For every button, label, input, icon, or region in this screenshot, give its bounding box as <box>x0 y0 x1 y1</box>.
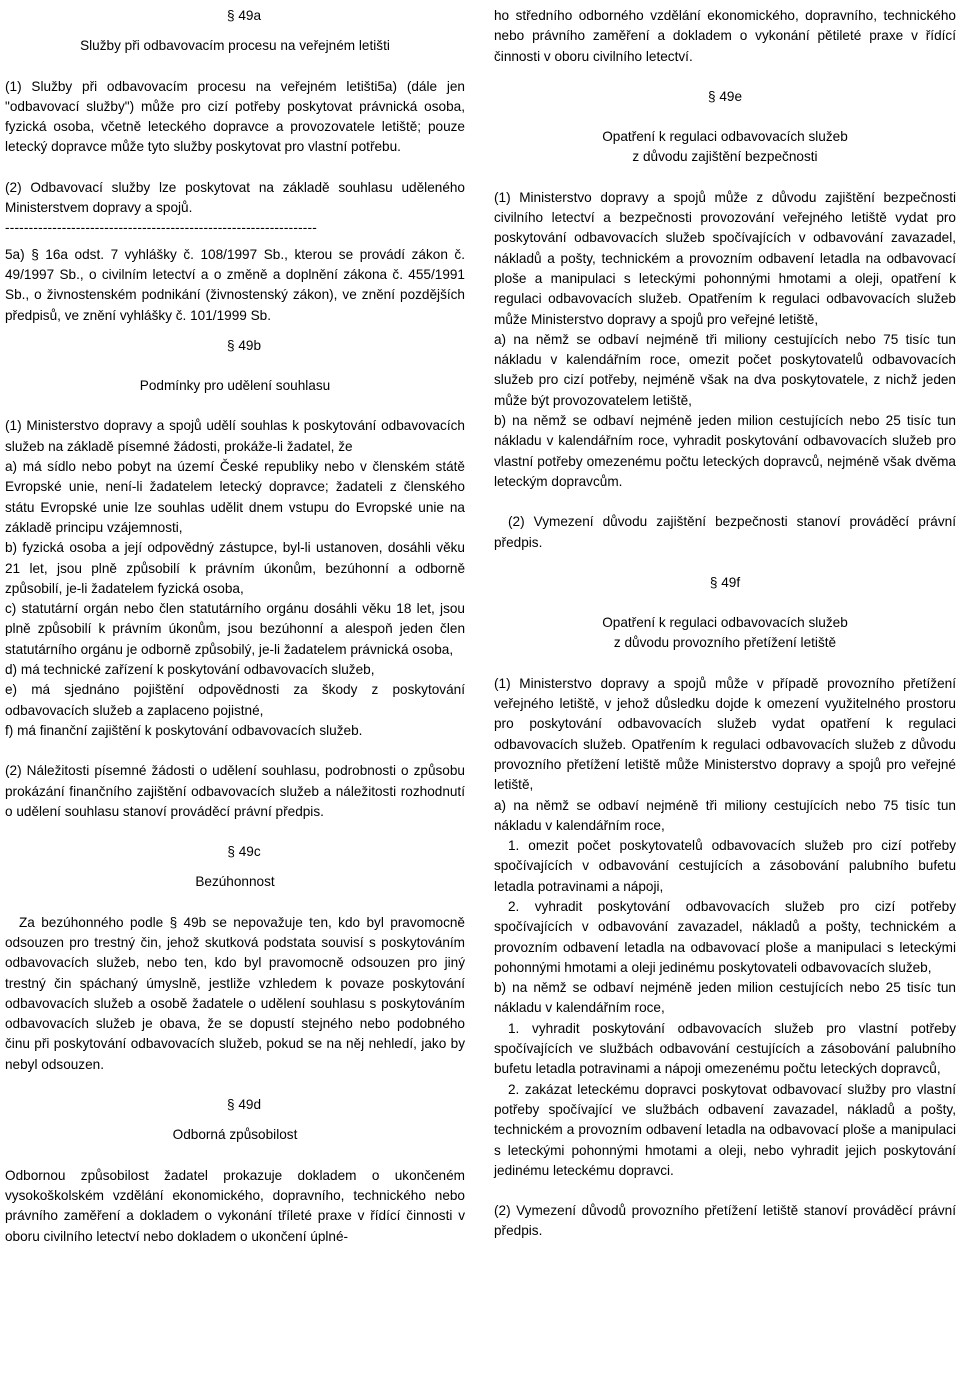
section-49f-title-line-1: Opatření k regulaci odbavovacích služeb <box>602 615 848 631</box>
section-49c-number: § 49c <box>227 844 261 860</box>
section-49f-item-a1: 1. omezit počet poskytovatelů odbavovacích služeb pro cizí potřeby spočívajících v odbavování cestujících a zásobování palubního bufetu letadla potravinami a nápoji, <box>494 838 956 894</box>
section-49f-paragraph-2: (2) Vymezení důvodů provozního přetížení letiště stanoví prováděcí právní předpis. <box>494 1203 956 1239</box>
section-49a-paragraph-2: (2) Odbavovací služby lze poskytovat na základě souhlasu uděleného Ministerstvem dopravy a spojů. <box>5 179 465 216</box>
section-49b-number: § 49b <box>226 337 262 353</box>
section-49d-number: § 49d <box>226 1097 262 1113</box>
section-49f-item-b2: 2. zakázat leteckému dopravci poskytovat odbavovací služby pro vlastní potřeby spočívající ve službách odbavení zavazadel, nákladů a pošty, technickém a provozním odbavení letadla na odbavovací ploše a manipulaci s leteckými pohonnými hmotami a oleji, nebo vyhradit jejich poskytování jedinému leteckému dopravci. <box>494 1081 956 1178</box>
section-49b-paragraph-1: (1) Ministerstvo dopravy a spojů udělí souhlas k poskytování odbavovacích služeb na základě písemné žádosti, prokáže-li žadatel, že <box>5 418 465 454</box>
section-49f-item-b1: 1. vyhradit poskytování odbavovacích služeb pro vlastní potřeby spočívajících ve službách odbavování cestujících a zásobování palubního bufetu letadla potravinami a nápoji omezenému počtu leteckých dopravců, <box>494 1020 956 1077</box>
section-49f-title-line-2: z důvodu provozního přetížení letiště <box>613 635 837 651</box>
section-49a-paragraph-1: (1) Služby při odbavovacím procesu na veřejném letišti5a) (dále jen "odbavovací služby") může pro cizí potřeby poskytovat právnická osoba, fyzická osoba, včetně leteckého dopravce a provozovatele letiště; pouze letecký dopravce může tyto služby poskytovat pro vlastní potřebu. <box>5 78 465 155</box>
section-49b-item-e: e) má sjednáno pojištění odpovědnosti za škody z poskytování odbavovacích služeb a zaplaceno pojistné, <box>5 682 465 718</box>
section-49b-item-b: b) fyzická osoba a její odpovědný zástupce, byl-li ustanoven, dosáhli věku 21 let, jsou plně způsobilí k právním úkonům, bezúhonní a odborně způsobilí, je-li žadatelem fyzická osoba, <box>5 540 465 596</box>
section-49b-item-c: c) statutární orgán nebo člen statutárního orgánu dosáhli věku 18 let, jsou plně způsobilí k právním úkonům, jsou bezúhonní a alespoň jeden člen statutárního orgánu je odborně způsobilý, je-li žadatelem právnická osoba, <box>5 601 465 657</box>
section-49c-paragraph: Za bezúhonného podle § 49b se nepovažuje ten, kdo byl pravomocně odsouzen pro trestný čin, jehož skutková podstata souvisí s poskytováním odbavovacích služeb, nebo ten, kdo byl pravomocně odsouzen pro jiný trestný čin spáchaný úmyslně, jestliže vzhledem k povaze poskytování odbavovacích služeb a osobě žadatele o udělení souhlasu s poskytováním odbavovacích služeb je obava, že se dopustí stejného nebo podobného činu při poskytování odbavovacích služeb, pokud se na něj nehledí, jako by nebyl odsouzen. <box>5 914 465 1072</box>
section-49a-number: § 49a <box>226 8 262 23</box>
section-49e-title-line-1: Opatření k regulaci odbavovacích služeb <box>602 129 848 145</box>
section-49d-title: Odborná způsobilost <box>172 1127 298 1143</box>
footnote-5a: 5a) § 16a odst. 7 vyhlášky č. 108/1997 Sb., kterou se provádí zákon č. 49/1997 Sb., o civilním letectví a o změně a doplnění zákona č. 455/1991 Sb., o živnostenském podnikání (živnostenský zákon), ve znění pozdějších předpisů, ve znění vyhlášky č. 101/1999 Sb. <box>5 246 465 323</box>
section-49f-item-b: b) na němž se odbaví nejméně jeden milion cestujících nebo 25 tisíc tun nákladu v kalendářním roce, <box>494 980 956 1016</box>
section-49e-title-line-2: z důvodu zajištění bezpečnosti <box>632 149 818 165</box>
section-49d-continuation: ho středního odborného vzdělání ekonomického, dopravního, technického nebo právního zaměření a dokladem o vykonání pětileté praxe v řídící činnosti v oboru civilního letectví. <box>494 8 956 64</box>
right-column <box>494 6 956 1242</box>
section-49f-paragraph-1: (1) Ministerstvo dopravy a spojů může v případě provozního přetížení veřejného letiště, v jehož důsledku dojde k omezení využitelného prostoru pro poskytování odbavovacích služeb vydat opatření k regulaci odbavovacích služeb. Opatřením k regulaci odbavovacích služeb z důvodu provozního přetížení letiště může Ministerstvo dopravy a spojů pro veřejné letiště, <box>494 675 956 793</box>
section-49b-item-d: d) má technické zařízení k poskytování odbavovacích služeb, <box>5 662 375 678</box>
section-49b-item-a: a) má sídlo nebo pobyt na území České republiky nebo v členském státě Evropské unie, není-li žadatelem letecký dopravce; žadateli z členského státu Evropské unie lze souhlas udělit dnem vstupu do Evropské unie na základě principu vzájemnosti, <box>5 459 465 535</box>
section-49f-item-a: a) na němž se odbaví nejméně tři miliony cestujících nebo 75 tisíc tun nákladu v kalendářním roce, <box>494 797 956 833</box>
section-49e-item-b: b) na němž se odbaví nejméně jeden milion cestujících nebo 25 tisíc tun nákladu v kalendářním roce, vyhradit poskytování odbavovacích služeb pro vlastní potřeby omezenému počtu leteckých dopravců, nejméně však dvěma leteckým dopravcům. <box>494 413 956 489</box>
section-49a-title: Služby při odbavovacím procesu na veřejném letišti <box>80 38 390 54</box>
section-49e-paragraph-1: (1) Ministerstvo dopravy a spojů může z důvodu zajištění bezpečnosti civilního letectví a bezpečnosti provozování veřejného letiště vydat pro poskytování odbavovacích služeb spočívajících v odbavování zavazadel, nákladů a pošty, technickém a provozním odbavení letadla na odbavovací ploše a manipulaci s leteckými pohonnými hmotami a oleji, opatření k regulaci odbavovacích služeb. Opatřením k regulaci odbavovacích služeb může Ministerstvo dopravy a spojů pro veřejné letiště, <box>494 189 956 327</box>
section-49d-paragraph: Odbornou způsobilost žadatel prokazuje dokladem o ukončeném vysokoškolském vzdělání ekonomického, dopravního, technického nebo právního zaměření a dokladem o vykonání tříleté praxe v řídící činnosti v oboru civilního letectví nebo dokladem o ukončení úplné- <box>5 1167 465 1244</box>
left-column <box>5 6 465 1247</box>
section-49e-item-a: a) na němž se odbaví nejméně tři miliony cestujících nebo 75 tisíc tun nákladu v kalendářním roce, omezit počet poskytovatelů odbavovacích služeb pro cizí potřeby, nejméně však na dva poskytovatele, z nichž jeden může být provozovatelem letiště, <box>494 331 956 408</box>
section-49f-item-a2: 2. vyhradit poskytování odbavovacích služeb pro cizí potřeby spočívajících v odbavování zavazadel, nákladů a pošty, technickém a provozním odbavení letadla na odbavovací ploše a manipulaci s leteckými pohonnými hmotami a oleji jedinému poskytovateli odbavovacích služeb, <box>494 898 956 975</box>
section-49e-number: § 49e <box>707 88 743 104</box>
section-49f-number: § 49f <box>709 574 741 590</box>
section-49e-paragraph-2: (2) Vymezení důvodu zajištění bezpečnosti stanoví prováděcí právní předpis. <box>494 514 956 550</box>
section-49c-title: Bezúhonnost <box>195 874 275 890</box>
footnote-divider: ------------------------------------------------------------------ <box>5 220 317 236</box>
section-49b-title: Podmínky pro udělení souhlasu <box>139 378 331 394</box>
section-49b-item-f: f) má finanční zajištění k poskytování odbavovacích služeb. <box>5 722 363 738</box>
section-49b-paragraph-2: (2) Náležitosti písemné žádosti o udělení souhlasu, podrobnosti o způsobu prokázání finančního zajištění odbavovacích služeb a náležitosti rozhodnutí o udělení souhlasu stanoví prováděcí právní předpis. <box>5 763 465 819</box>
